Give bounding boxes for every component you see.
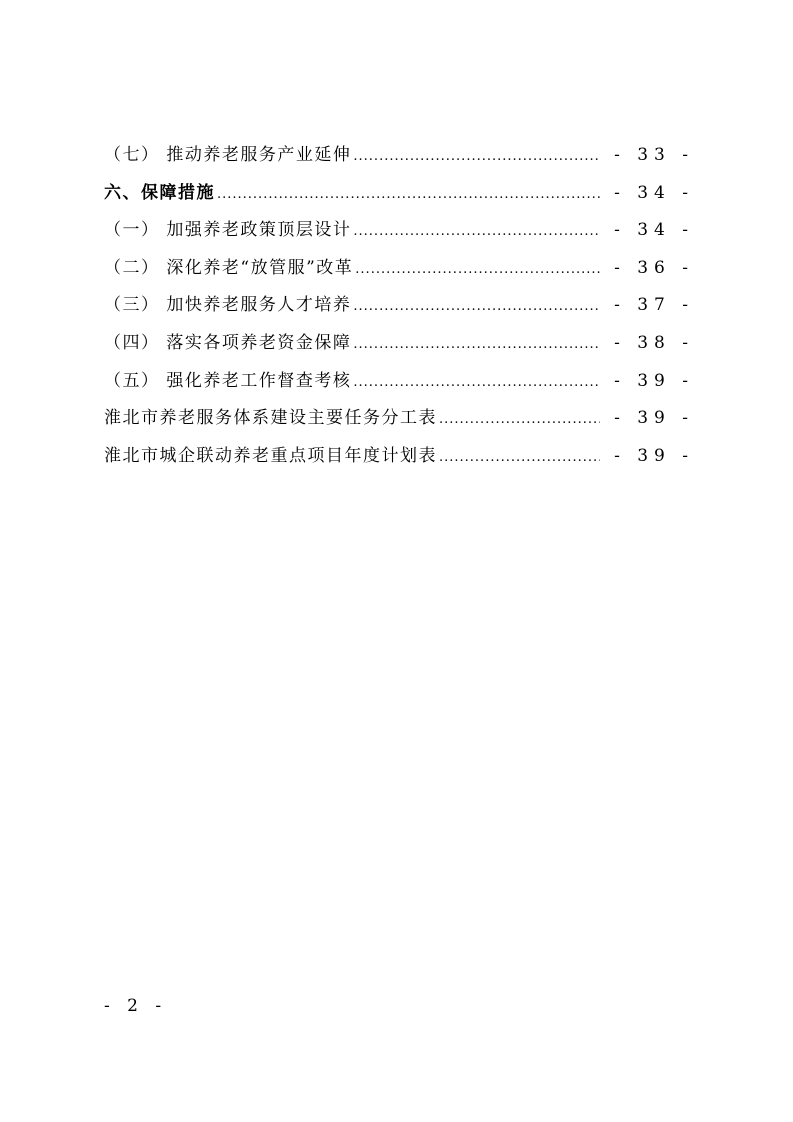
toc-entry-2[interactable] [104,253,694,291]
toc-entry-label: 淮北市城企联动养老重点项目年度计划表 [104,445,437,466]
toc-entry-page: - 36 - [614,257,694,278]
toc-leader-dots [217,187,600,202]
toc-leader-dots [353,375,600,390]
toc-leader-dots [439,412,600,427]
toc-entry-5[interactable] [104,366,694,404]
toc-leader-dots [353,224,600,239]
toc-leader-dots [355,262,600,277]
toc-leader-dots [353,149,600,164]
toc-entry-label: （一） 加强养老政策顶层设计 [104,220,352,241]
toc-entry-project-plan[interactable] [104,441,694,479]
toc-entry-page: - 38 - [614,332,694,353]
toc-entry-label: 淮北市养老服务体系建设主要任务分工表 [104,408,437,429]
toc-entry-1[interactable] [104,215,694,253]
toc-entry-task-table[interactable] [104,403,694,441]
toc-entry-page: - 34 - [614,220,694,241]
toc-heading-label: 六、保障措施 [104,182,215,203]
toc-entry-label: （二） 深化养老“放管服”改革 [104,257,354,278]
toc-entry-page: - 34 - [614,182,694,203]
toc-entry-page: - 37 - [614,295,694,316]
table-of-contents [104,140,694,478]
page-number: - 2 - [104,996,168,1016]
toc-leader-dots [439,450,600,465]
toc-entry-page: - 33 - [614,145,694,165]
toc-entry-4[interactable] [104,328,694,366]
toc-section-heading[interactable] [104,178,694,216]
toc-leader-dots [353,337,600,352]
toc-entry-label: （四） 落实各项养老资金保障 [104,332,352,353]
toc-entry-label: （七） 推动养老服务产业延伸 [104,145,352,165]
toc-leader-dots [353,299,600,314]
toc-entry-page: - 39 - [614,370,694,391]
toc-entry-7[interactable] [104,140,694,178]
toc-entry-page: - 39 - [614,408,694,429]
toc-entry-label: （三） 加快养老服务人才培养 [104,295,352,316]
toc-entry-3[interactable] [104,290,694,328]
toc-entry-page: - 39 - [614,445,694,466]
toc-entry-label: （五） 强化养老工作督查考核 [104,370,352,391]
